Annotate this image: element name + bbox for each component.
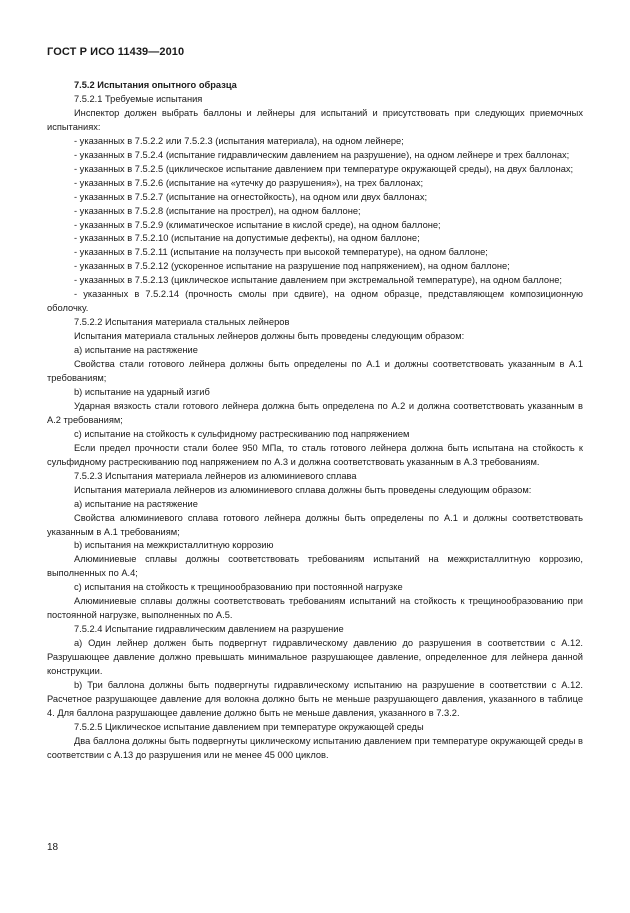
paragraph: Испытания материала лейнеров из алюминиевого сплава должны быть проведены следующим образом:	[74, 484, 532, 495]
paragraph: - указанных в 7.5.2.9 (климатическое испытание в кислой среде), на одном баллоне;	[74, 219, 441, 230]
paragraph: - указанных в 7.5.2.11 (испытание на ползучесть при высокой температуре), на одном баллоне;	[74, 247, 488, 258]
paragraph: - указанных в 7.5.2.4 (испытание гидравлическим давлением на разрушение), на одном лейнере и трех баллонах;	[74, 149, 570, 160]
paragraph: Если предел прочности стали более 950 МПа, то сталь готового лейнера должна быть испытана на стойкость к сульфидному растрескиванию под напряжением по А.3 и должна соответствовать указанным в А.3 требованиям.	[47, 442, 583, 467]
document-header: ГОСТ Р ИСО 11439—2010	[47, 46, 185, 58]
section-heading: 7.5.2 Испытания опытного образца	[74, 80, 237, 90]
paragraph: Два баллона должны быть подвергнуты циклическому испытанию давлением при температуре окружающей среды в соответствии с А.13 до разрушения или не менее 45 000 циклов.	[47, 735, 583, 760]
paragraph: - указанных в 7.5.2.8 (испытание на прострел), на одном баллоне;	[74, 205, 361, 216]
paragraph: - указанных в 7.5.2.10 (испытание на допустимые дефекты), на одном баллоне;	[74, 233, 420, 244]
paragraph: 7.5.2.3 Испытания материала лейнеров из алюминиевого сплава	[74, 470, 357, 481]
paragraph: с) испытание на стойкость к сульфидному растрескиванию под напряжением	[74, 428, 410, 439]
paragraph: 7.5.2.4 Испытание гидравлическим давлением на разрушение	[74, 624, 344, 635]
document-body	[47, 79, 583, 763]
paragraph: 7.5.2.2 Испытания материала стальных лейнеров	[74, 317, 290, 328]
paragraph: - указанных в 7.5.2.6 (испытание на «утечку до разрушения»), на трех баллонах;	[74, 177, 424, 188]
paragraph: Ударная вязкость стали готового лейнера должна быть определена по А.2 и должна соответствовать указанным в А.2 требованиям;	[47, 400, 583, 425]
paragraph: Алюминиевые сплавы должны соответствовать требованиям испытаний на межкристаллитную коррозию, выполненных по А.4;	[47, 554, 583, 579]
paragraph: с) испытания на стойкость к трещинообразованию при постоянной нагрузке	[74, 582, 403, 593]
paragraph: а) Один лейнер должен быть подвергнут гидравлическому давлению до разрушения в соответствии с А.12. Разрушающее давление должно превышать минимальное разрушающее давление, определенное для лейнера данной конструкции.	[47, 638, 583, 677]
paragraph: - указанных в 7.5.2.2 или 7.5.2.3 (испытания материала), на одном лейнере;	[74, 135, 404, 146]
paragraph: - указанных в 7.5.2.7 (испытание на огнестойкость), на одном или двух баллонах;	[74, 191, 428, 202]
paragraph: - указанных в 7.5.2.13 (циклическое испытание давлением при экстремальной температуре), на одном баллоне;	[74, 275, 562, 286]
paragraph: 7.5.2.1 Требуемые испытания	[74, 93, 203, 104]
paragraph: Свойства стали готового лейнера должны быть определены по А.1 и должны соответствовать указанным в А.1 требованиям;	[47, 359, 583, 384]
paragraph: b) испытание на ударный изгиб	[74, 386, 210, 397]
paragraph: Алюминиевые сплавы должны соответствовать требованиям испытаний на стойкость к трещинообразованию при постоянной нагрузке, выполненных по А.5.	[47, 596, 583, 621]
page-number: 18	[47, 842, 59, 853]
paragraph: а) испытание на растяжение	[74, 498, 198, 509]
paragraph: Испытания материала стальных лейнеров должны быть проведены следующим образом:	[74, 331, 465, 342]
paragraph: - указанных в 7.5.2.5 (циклическое испытание давлением при температуре окружающей среды), на двух баллонах;	[74, 163, 574, 174]
paragraph: Свойства алюминиевого сплава готового лейнера должны быть определены по А.1 и должны соответствовать указанным в А.1 требованиям;	[47, 512, 583, 537]
paragraph: b) Три баллона должны быть подвергнуты гидравлическому испытанию на разрушение в соответствии с А.12. Расчетное разрушающее давление для волокна должно быть не меньше разрушающего давления, указанного в таблице 4. Для баллона разрушающее давление должно быть не меньше давления, указанного в 7.3.2.	[47, 679, 583, 718]
paragraph: - указанных в 7.5.2.14 (прочность смолы при сдвиге), на одном образце, представляющем композиционную оболочку.	[47, 289, 583, 314]
paragraph: а) испытание на растяжение	[74, 345, 198, 356]
paragraph: - указанных в 7.5.2.12 (ускоренное испытание на разрушение под напряжением), на одном баллоне;	[74, 261, 510, 272]
paragraph: 7.5.2.5 Циклическое испытание давлением при температуре окружающей среды	[74, 721, 424, 732]
paragraph: b) испытания на межкристаллитную коррозию	[74, 540, 274, 551]
paragraph: Инспектор должен выбрать баллоны и лейнеры для испытаний и присутствовать при следующих приемочных испытаниях:	[47, 107, 583, 132]
